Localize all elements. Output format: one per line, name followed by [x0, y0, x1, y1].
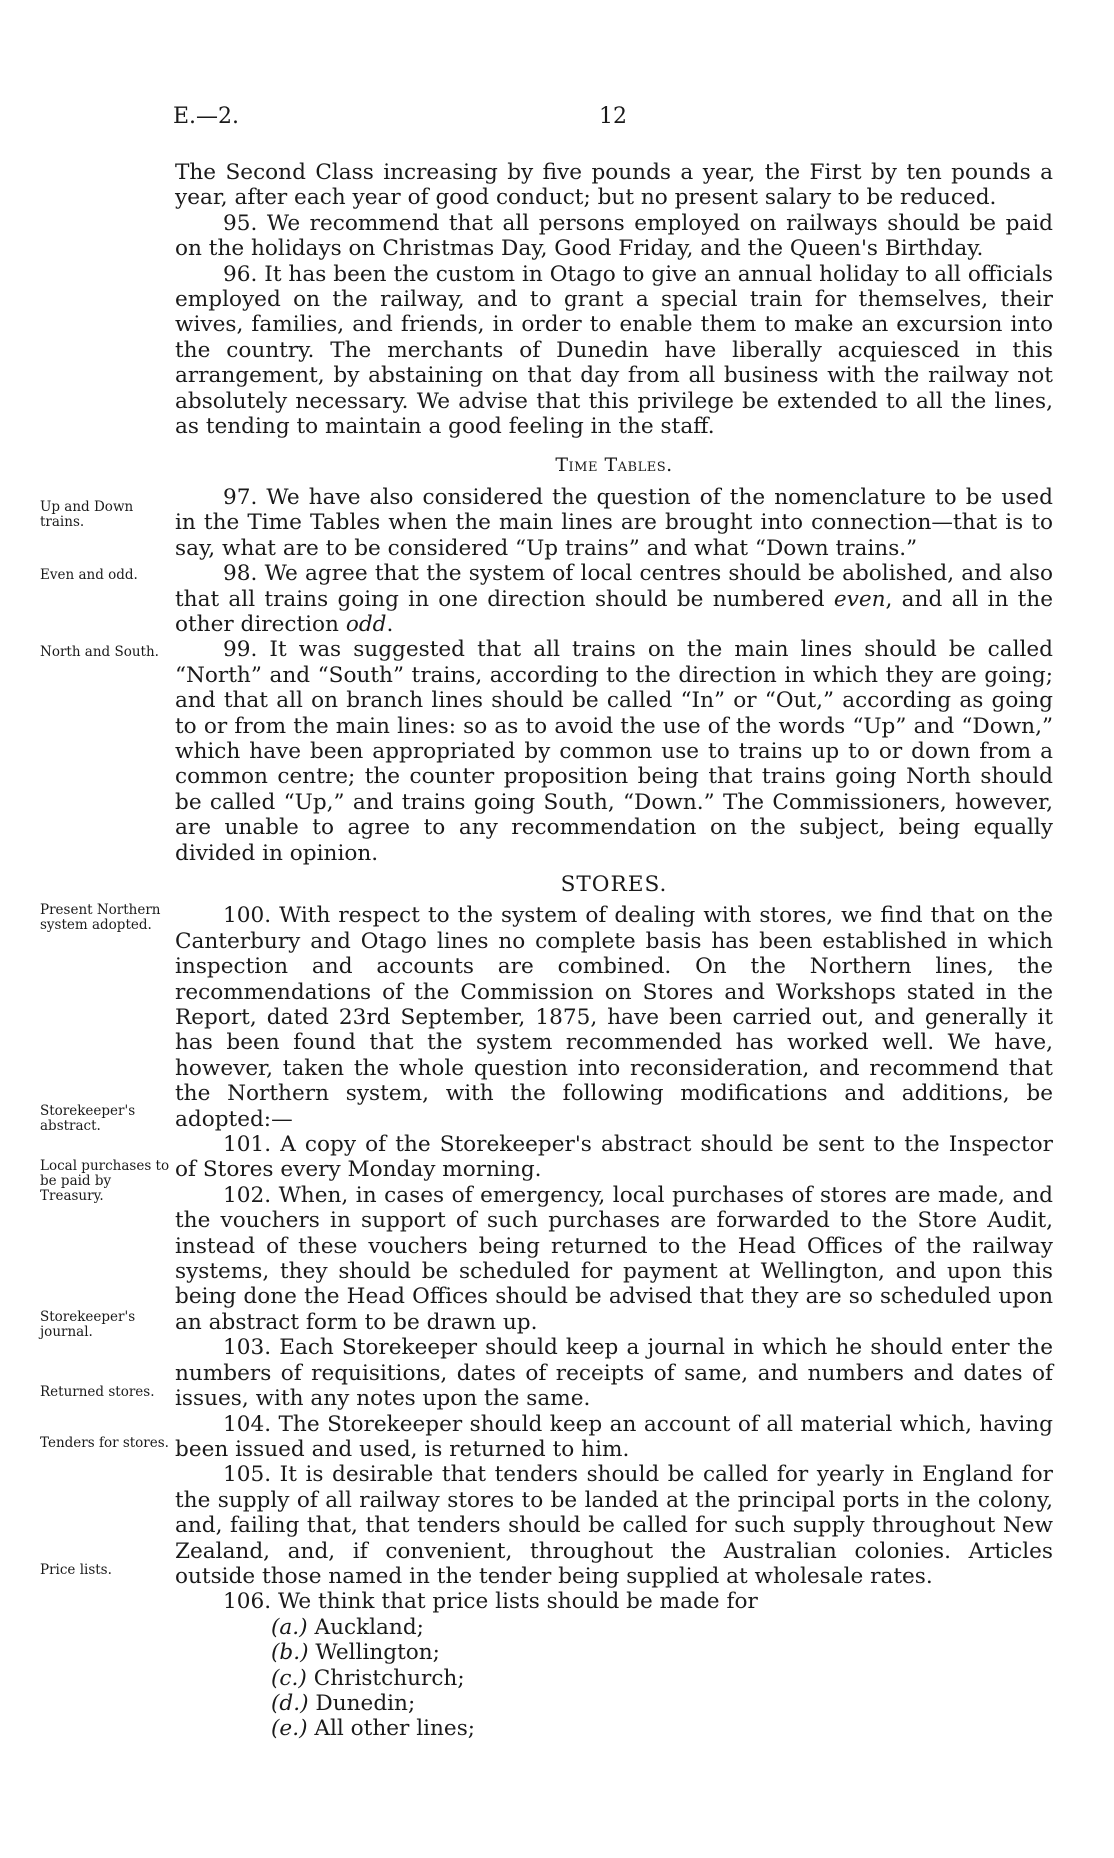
- paragraph-102: 102. When, in cases of emergency, local purchases of stores are made, and the vouchers in support of such purchases are forwarded to the Store Audit, instead of these vouchers being returned to the Head Offices of the railway systems, they should be scheduled for payment at Wellington, and upon this being done the Head Offices should be advised that they are so scheduled upon an abstract form to be drawn up.: [175, 1182, 1053, 1335]
- paragraph-103: 103. Each Storekeeper should keep a journal in which he should enter the numbers of requisitions, dates of receipts of same, and numbers and dates of issues, with any notes upon the same.: [175, 1335, 1053, 1412]
- paragraph-105: 105. It is desirable that tenders should be called for yearly in England for the supply of all railway stores to be landed at the principal ports in the colony, and, failing that, that tenders should be called for such supply throughout New Zealand, and, if convenient, throughout the Australian colonies. Articles outside those named in the tender being supplied at wholesale rates.: [175, 1462, 1053, 1589]
- paragraph-96: 96. It has been the custom in Otago to give an annual holiday to all officials employed on the railway, and to grant a special train for themselves, their wives, families, and friends, in order to enable them to make an excursion into the country. The merchants of Dunedin have liberally acquiesced in this arrangement, by abstaining on that day from all business with the railway not absolutely necessary. We advise that this privilege be extended to all the lines, as tending to maintain a good feeling in the staff.: [175, 261, 1053, 440]
- list-item: (a.) Auckland;: [271, 1614, 424, 1640]
- list-item: (b.) Wellington;: [271, 1640, 440, 1666]
- section-heading-time-tables: Time Tables.: [555, 454, 673, 477]
- document-body: [175, 160, 1053, 1742]
- list-item: (e.) All other lines;: [271, 1716, 476, 1742]
- paragraph-99: 99. It was suggested that all trains on the main lines should be called “North” and “South” trains, according to the direction in which they are going; and that all on branch lines should be called “In” or “Out,” according as going to or from the main lines: so as to avoid the use of the words “Up” and “Down,” which have been appropriated by common use to trains up to or down from a common centre; the counter proposition being that trains going North should be called “Up,” and trains going South, “Down.” The Commissioners, however, are unable to agree to any recommendation on the subject, being equally divided in opinion.: [175, 637, 1053, 866]
- document-reference: E.—2.: [173, 104, 240, 129]
- margin-note-even-odd: Even and odd.: [40, 567, 138, 583]
- paragraph-104: 104. The Storekeeper should keep an account of all material which, having been issued and used, is returned to him.: [175, 1411, 1053, 1462]
- paragraph-106: 106. We think that price lists should be made for: [223, 1589, 758, 1615]
- margin-note-storekeepers-abstract: Storekeeper's abstract.: [40, 1103, 136, 1134]
- paragraph-101: 101. A copy of the Storekeeper's abstract should be sent to the Inspector of Stores every Monday morning.: [175, 1132, 1053, 1183]
- section-heading-stores: STORES.: [560, 871, 668, 897]
- margin-note-local-purchases: Local purchases to be paid by Treasury.: [40, 1158, 170, 1204]
- margin-note-present-northern: Present Northern system adopted.: [40, 902, 161, 933]
- margin-note-up-down: Up and Down trains.: [40, 499, 134, 530]
- page-header: [173, 104, 1053, 130]
- paragraph-98: 98. We agree that the system of local centres should be abolished, and also that all trains going in one direction should be numbered even, and all in the other direction odd.: [175, 561, 1053, 637]
- price-list-items: [175, 1615, 1053, 1742]
- margin-note-north-south: North and South.: [40, 644, 159, 660]
- list-item: (d.) Dunedin;: [271, 1690, 416, 1716]
- list-item: (c.) Christchurch;: [271, 1665, 465, 1691]
- paragraph-continued: The Second Class increasing by five pounds a year, the First by ten pounds a year, after each year of good conduct; but no present salary to be reduced.: [175, 160, 1053, 211]
- paragraph-95: 95. We recommend that all persons employed on railways should be paid on the holidays on Christmas Day, Good Friday, and the Queen's Birthday.: [175, 210, 1053, 262]
- margin-note-storekeepers-journal: Storekeeper's journal.: [40, 1309, 136, 1340]
- margin-note-returned-stores: Returned stores.: [40, 1384, 155, 1400]
- paragraph-97: 97. We have also considered the question of the nomenclature to be used in the Time Tables when the main lines are brought into connection—that is to say, what are to be considered “Up trains” and what “Down trains.”: [175, 484, 1053, 561]
- paragraph-100: 100. With respect to the system of dealing with stores, we find that on the Canterbury and Otago lines no complete basis has been established in which inspection and accounts are combined. On the Northern lines, the recommendations of the Commission on Stores and Workshops stated in the Report, dated 23rd September, 1875, have been carried out, and generally it has been found that the system recommended has worked well. We have, however, taken the whole question into reconsideration, and recommend that the Northern system, with the following modifications and additions, be adopted:—: [175, 903, 1053, 1132]
- margin-note-tenders: Tenders for stores.: [40, 1435, 169, 1451]
- page-number: 12: [599, 104, 627, 129]
- margin-note-price-lists: Price lists.: [40, 1562, 112, 1578]
